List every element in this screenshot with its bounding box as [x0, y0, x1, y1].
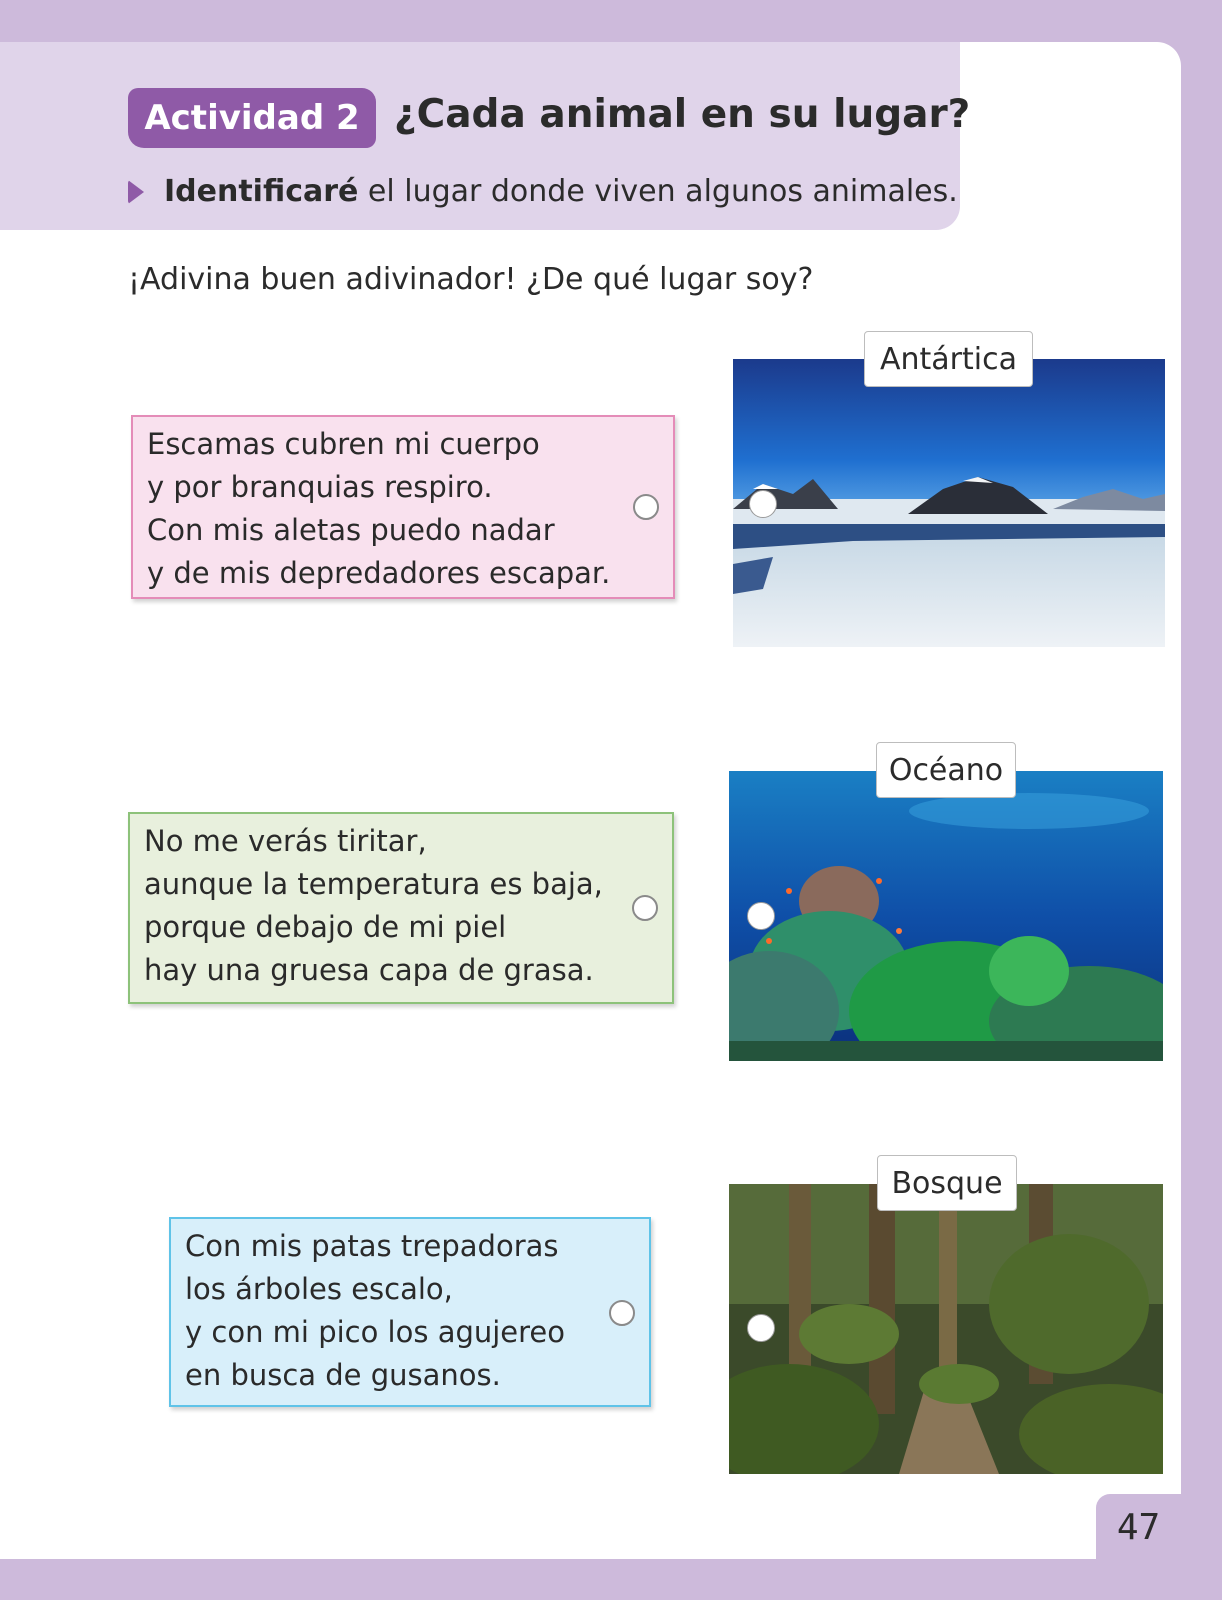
- riddle-1-connector-dot[interactable]: [633, 494, 659, 520]
- riddle-line: Escamas cubren mi cuerpo: [147, 427, 540, 461]
- riddle-3-connector-dot[interactable]: [609, 1300, 635, 1326]
- ocean-connector-dot[interactable]: [747, 902, 775, 930]
- riddle-line: los árboles escalo,: [185, 1272, 453, 1306]
- activity-objective: [128, 174, 958, 209]
- riddle-line: y con mi pico los agujereo: [185, 1315, 566, 1349]
- objective-text: el lugar donde viven algunos animales.: [358, 174, 958, 209]
- place-label-ocean: Océano: [876, 742, 1016, 798]
- antarctica-connector-dot[interactable]: [749, 490, 777, 518]
- riddle-2-connector-dot[interactable]: [632, 895, 658, 921]
- antarctic-landscape-image: [733, 359, 1165, 647]
- riddle-line: Con mis aletas puedo nadar: [147, 513, 555, 547]
- riddle-line: hay una gruesa capa de grasa.: [144, 953, 594, 987]
- ocean-reef-image: [729, 771, 1163, 1061]
- place-label-forest: Bosque: [877, 1155, 1017, 1211]
- page-number: 47: [1096, 1494, 1181, 1560]
- riddle-line: y de mis depredadores escapar.: [147, 556, 611, 590]
- forest-path-image: [729, 1184, 1163, 1474]
- riddle-line: en busca de gusanos.: [185, 1358, 501, 1392]
- intro-text: ¡Adivina buen adivinador! ¿De qué lugar soy?: [128, 262, 814, 297]
- riddle-box-woodpecker: [169, 1217, 651, 1407]
- riddle-line: Con mis patas trepadoras: [185, 1229, 559, 1263]
- riddle-line: porque debajo de mi piel: [144, 910, 507, 944]
- activity-badge: Actividad 2: [128, 88, 376, 148]
- place-label-antarctica: Antártica: [864, 331, 1033, 387]
- forest-connector-dot[interactable]: [747, 1314, 775, 1342]
- riddle-line: y por branquias respiro.: [147, 470, 493, 504]
- riddle-box-fish: [131, 415, 675, 599]
- bullet-triangle-icon: [128, 180, 144, 204]
- activity-title: ¿Cada animal en su lugar?: [394, 92, 971, 137]
- riddle-line: aunque la temperatura es baja,: [144, 867, 603, 901]
- riddle-box-penguin: [128, 812, 674, 1004]
- objective-bold: Identificaré: [164, 174, 359, 209]
- riddle-line: No me verás tiritar,: [144, 824, 427, 858]
